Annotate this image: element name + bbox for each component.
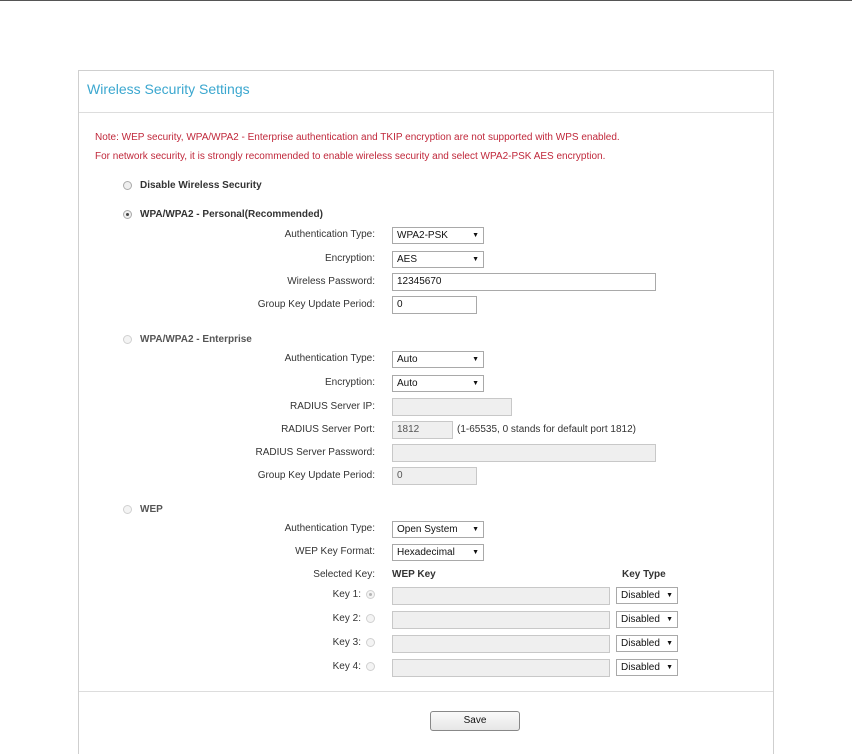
- key-3-label: Key 3:: [332, 637, 361, 648]
- wireless-security-panel: [78, 70, 774, 754]
- personal-auth-type-value: WPA2-PSK: [397, 230, 448, 241]
- wep-key-format-label: WEP Key Format:: [295, 546, 375, 557]
- key-3-input[interactable]: [392, 635, 610, 653]
- save-button[interactable]: Save: [430, 711, 520, 731]
- personal-gkup-input[interactable]: 0: [392, 296, 477, 314]
- page-title: Wireless Security Settings: [87, 81, 250, 97]
- key-1-type-value: Disabled: [621, 590, 660, 601]
- personal-encryption-value: AES: [397, 254, 418, 265]
- key-2-type-value: Disabled: [621, 614, 660, 625]
- enterprise-encryption-label: Encryption:: [324, 377, 375, 388]
- enterprise-encryption-value: Auto: [397, 378, 418, 389]
- personal-auth-type-select[interactable]: [392, 227, 484, 244]
- personal-auth-type-label: Authentication Type:: [284, 229, 375, 240]
- chevron-down-icon: ▼: [472, 356, 479, 363]
- personal-encryption-select[interactable]: [392, 251, 484, 268]
- key-4-type-select[interactable]: [616, 659, 678, 676]
- key-1-type-select[interactable]: [616, 587, 678, 604]
- chevron-down-icon: ▼: [472, 232, 479, 239]
- wep-option[interactable]: [123, 502, 163, 516]
- wep-radio[interactable]: [123, 505, 132, 514]
- radius-password-label: RADIUS Server Password:: [255, 447, 375, 458]
- panel-header: [79, 71, 773, 113]
- key-2-radio[interactable]: [366, 614, 375, 623]
- key-3-type-value: Disabled: [621, 638, 660, 649]
- wpa-enterprise-radio[interactable]: [123, 335, 132, 344]
- enterprise-gkup-label: Group Key Update Period:: [257, 470, 375, 481]
- key-1-radio[interactable]: [366, 590, 375, 599]
- wireless-password-label: Wireless Password:: [287, 276, 375, 287]
- enterprise-auth-type-select[interactable]: [392, 351, 484, 368]
- top-divider: [0, 0, 852, 1]
- wpa-personal-option[interactable]: [123, 207, 323, 221]
- key-2-input[interactable]: [392, 611, 610, 629]
- wpa-enterprise-option[interactable]: [123, 332, 252, 346]
- radius-port-input[interactable]: 1812: [392, 421, 453, 439]
- key-4-radio[interactable]: [366, 662, 375, 671]
- chevron-down-icon: ▼: [472, 526, 479, 533]
- radius-password-input[interactable]: [392, 444, 656, 462]
- key-2-type-select[interactable]: [616, 611, 678, 628]
- wpa-personal-label: WPA/WPA2 - Personal(Recommended): [140, 208, 323, 220]
- enterprise-encryption-select[interactable]: [392, 375, 484, 392]
- enterprise-auth-type-label: Authentication Type:: [284, 353, 375, 364]
- note-line-1: Note: WEP security, WPA/WPA2 - Enterprise authentication and TKIP encryption are not supported with WPS enabled.: [95, 132, 620, 143]
- wep-key-column-header: WEP Key: [392, 569, 436, 580]
- wep-auth-type-value: Open System: [397, 524, 458, 535]
- key-3-radio[interactable]: [366, 638, 375, 647]
- disable-security-radio[interactable]: [123, 181, 132, 190]
- key-1-label: Key 1:: [332, 589, 361, 600]
- enterprise-gkup-input[interactable]: 0: [392, 467, 477, 485]
- enterprise-auth-type-value: Auto: [397, 354, 418, 365]
- key-4-input[interactable]: [392, 659, 610, 677]
- radius-ip-label: RADIUS Server IP:: [289, 401, 375, 412]
- key-4-label: Key 4:: [332, 661, 361, 672]
- radius-port-hint: (1-65535, 0 stands for default port 1812): [457, 424, 637, 435]
- key-type-column-header: Key Type: [622, 569, 666, 580]
- key-4-type-value: Disabled: [621, 662, 660, 673]
- wep-auth-type-select[interactable]: [392, 521, 484, 538]
- wep-key-format-value: Hexadecimal: [397, 547, 455, 558]
- chevron-down-icon: ▼: [666, 640, 673, 647]
- personal-gkup-label: Group Key Update Period:: [257, 299, 375, 310]
- note-line-2: For network security, it is strongly recommended to enable wireless security and select WPA2-PSK AES encryption.: [95, 151, 606, 162]
- wpa-enterprise-label: WPA/WPA2 - Enterprise: [140, 333, 252, 345]
- wpa-personal-radio[interactable]: [123, 210, 132, 219]
- chevron-down-icon: ▼: [666, 592, 673, 599]
- key-3-type-select[interactable]: [616, 635, 678, 652]
- footer-divider: [79, 691, 773, 692]
- wep-key-format-select[interactable]: [392, 544, 484, 561]
- key-2-label: Key 2:: [332, 613, 361, 624]
- disable-security-label: Disable Wireless Security: [140, 179, 262, 191]
- chevron-down-icon: ▼: [666, 664, 673, 671]
- radius-port-label: RADIUS Server Port:: [281, 424, 375, 435]
- wep-label: WEP: [140, 503, 163, 515]
- wireless-password-input[interactable]: 12345670: [392, 273, 656, 291]
- personal-encryption-label: Encryption:: [324, 253, 375, 264]
- chevron-down-icon: ▼: [472, 549, 479, 556]
- key-1-input[interactable]: [392, 587, 610, 605]
- wep-auth-type-label: Authentication Type:: [284, 523, 375, 534]
- chevron-down-icon: ▼: [472, 380, 479, 387]
- chevron-down-icon: ▼: [666, 616, 673, 623]
- selected-key-label: Selected Key:: [313, 569, 375, 580]
- disable-security-option[interactable]: [123, 178, 262, 192]
- radius-ip-input[interactable]: [392, 398, 512, 416]
- chevron-down-icon: ▼: [472, 256, 479, 263]
